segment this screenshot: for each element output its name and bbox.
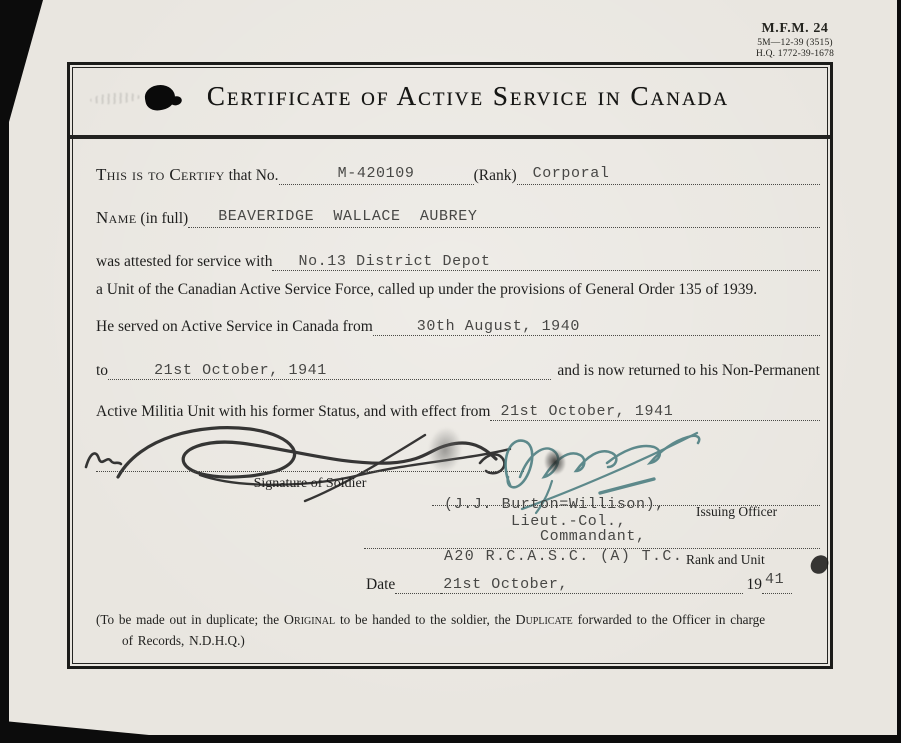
unit-clause-row	[96, 281, 820, 299]
name-row	[96, 208, 820, 228]
footnote-line1: (To be made out in duplicate; the Original to be handed to the soldier, the Duplicate forwarded to the Officer in charge	[96, 612, 766, 628]
served-label: He served on Active Service in Canada from	[96, 318, 373, 335]
officer-title: Commandant,	[540, 528, 646, 545]
militia-clause: Active Militia Unit with his former Status, and with effect from	[96, 403, 491, 420]
rank-field	[517, 165, 820, 185]
duplicate-emphasis: Duplicate	[515, 613, 573, 628]
date-value: 21st October,	[443, 576, 569, 593]
served-from-row	[96, 318, 820, 336]
served-from-field	[373, 318, 820, 336]
rank-unit-value: A20 R.C.A.S.C. (A) T.C.	[444, 548, 684, 565]
certify-lead: This is to Certify	[96, 165, 225, 184]
attested-label: was attested for service with	[96, 253, 273, 270]
certificate-body	[74, 69, 826, 662]
certify-no-label: that No.	[228, 167, 279, 184]
name-lead: Name	[96, 208, 137, 227]
margin-ink-blob	[809, 553, 830, 576]
officer-rank: Lieut.-Col.,	[511, 513, 627, 530]
unit-clause: a Unit of the Canadian Active Service Force, called up under the provisions of General Order 135 of 1939.	[96, 281, 758, 298]
title-double-rule	[70, 135, 830, 139]
served-to-field	[108, 362, 551, 380]
rank-unit-label: Rank and Unit	[686, 552, 765, 567]
rank-label: (Rank)	[473, 167, 517, 184]
service-number-value: M-420109	[337, 165, 415, 182]
date-label: Date	[366, 576, 396, 593]
hq-file-number: H.Q. 1772-39-1678	[755, 49, 835, 60]
print-run-code: 5M—12-39 (3515)	[757, 37, 833, 48]
issuing-officer-name: (J.J. Burton=Willison),	[444, 496, 665, 513]
served-from-value: 30th August, 1940	[416, 318, 580, 335]
attested-field	[272, 253, 820, 271]
name-field	[188, 208, 820, 228]
footnote	[96, 610, 816, 651]
year-value: 41	[765, 571, 785, 588]
served-to-value: 21st October, 1941	[154, 362, 327, 379]
attested-value: No.13 District Depot	[298, 253, 491, 270]
footnote-line2: of Records, N.D.H.Q.)	[122, 633, 245, 648]
served-to-row	[96, 362, 820, 380]
original-emphasis: Original	[283, 613, 336, 628]
date-leader	[395, 576, 441, 594]
form-reference-stamp	[735, 20, 855, 61]
certify-row	[96, 165, 820, 185]
date-row	[366, 571, 792, 594]
rank-value: Corporal	[532, 165, 610, 182]
ink-smudge	[425, 425, 465, 475]
form-number: M.F.M. 24	[761, 21, 829, 36]
year-prefix: 19	[746, 576, 762, 593]
date-field	[441, 576, 742, 594]
certificate-frame	[67, 62, 833, 669]
service-number-field	[279, 165, 474, 185]
issuing-officer-label: Issuing Officer	[696, 504, 778, 519]
returned-clause: and is now returned to his Non-Permanent	[557, 362, 820, 379]
attested-row	[96, 253, 820, 271]
soldier-signature-line	[96, 471, 524, 472]
soldier-signature-caption: Signature of Soldier	[253, 476, 367, 491]
certificate-title: Certificate of Active Service in Canada	[206, 81, 730, 111]
name-value: BEAVERIDGE WALLACE AUBREY	[218, 208, 478, 225]
name-suffix: (in full)	[140, 210, 189, 227]
year-field	[762, 571, 792, 594]
to-label: to	[96, 362, 109, 379]
effect-date-value: 21st October, 1941	[500, 403, 674, 420]
effect-date-field	[490, 403, 820, 421]
